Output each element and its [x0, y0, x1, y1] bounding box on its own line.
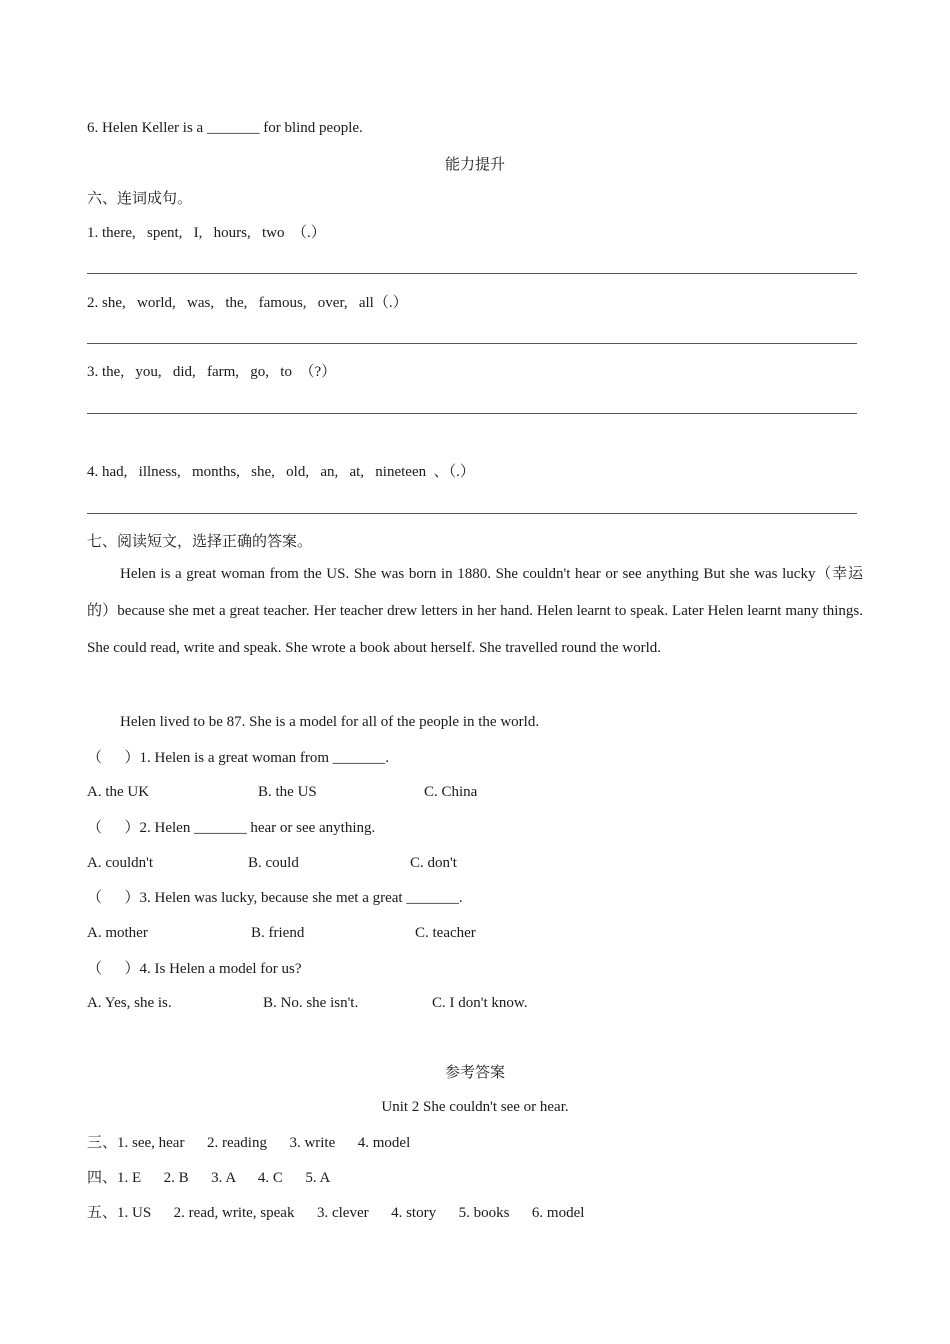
- question-1: （ ）1. Helen is a great woman from _______.: [87, 750, 390, 766]
- reorder-item-1: 1. there, spent, I, hours, two （.）: [87, 225, 326, 241]
- question-4-option-c: C. I don't know.: [432, 995, 528, 1011]
- fill-blank-question-6: 6. Helen Keller is a _______ for blind people.: [87, 120, 363, 136]
- answer-key-title: 参考答案: [444, 1065, 505, 1081]
- reorder-item-4: 4. had, illness, months, she, old, an, at, nineteen 、（.）: [87, 464, 475, 480]
- part6-heading: 六、连词成句。: [87, 191, 193, 207]
- question-4: （ ）4. Is Helen a model for us?: [87, 961, 302, 977]
- answer-key-unit: Unit 2 She couldn't see or hear.: [381, 1099, 569, 1115]
- question-1-option-b: B. the US: [258, 784, 317, 800]
- answer-row-3: 三、1. see, hear 2. reading 3. write 4. model: [87, 1135, 411, 1151]
- part7-heading: 七、阅读短文，选择正确的答案。: [87, 534, 313, 550]
- question-3-option-a: A. mother: [87, 925, 148, 941]
- section-title-ability: 能力提升: [444, 157, 505, 173]
- question-2-option-c: C. don't: [410, 855, 457, 871]
- question-2-option-a: A. couldn't: [87, 855, 154, 871]
- question-3-option-c: C. teacher: [415, 925, 476, 941]
- reorder-item-2: 2. she, world, was, the, famous, over, all（.）: [87, 295, 408, 311]
- reorder-item-3: 3. the, you, did, farm, go, to （?）: [87, 364, 337, 380]
- answer-line-4: [87, 513, 857, 514]
- answer-row-5: 五、1. US 2. read, write, speak 3. clever 4. story 5. books 6. model: [87, 1205, 585, 1221]
- question-4-option-a: A. Yes, she is.: [87, 995, 172, 1011]
- reading-passage-paragraph-2: Helen lived to be 87. She is a model for all of the people in the world.: [120, 714, 540, 730]
- question-1-option-c: C. China: [424, 784, 478, 800]
- question-3-option-b: B. friend: [251, 925, 305, 941]
- question-2: （ ）2. Helen _______ hear or see anything.: [87, 820, 376, 836]
- question-1-option-a: A. the UK: [87, 784, 150, 800]
- question-2-option-b: B. could: [248, 855, 299, 871]
- question-3: （ ）3. Helen was lucky, because she met a great _______.: [87, 890, 463, 906]
- question-4-option-b: B. No. she isn't.: [263, 995, 359, 1011]
- answer-row-4: 四、1. E 2. B 3. A 4. C 5. A: [87, 1170, 331, 1186]
- reading-passage-paragraph-1: Helen is a great woman from the US. She was born in 1880. She couldn't hear or see anything But she was lucky（幸运的）because she met a great teacher. Her teacher drew letters in her hand. Helen learnt to speak. Later Helen learnt many things. She could read, write and speak. She wrote a book about herself. She travelled round the world.: [87, 566, 863, 656]
- answer-line-1: [87, 273, 857, 274]
- answer-line-3: [87, 413, 857, 414]
- answer-line-2: [87, 343, 857, 344]
